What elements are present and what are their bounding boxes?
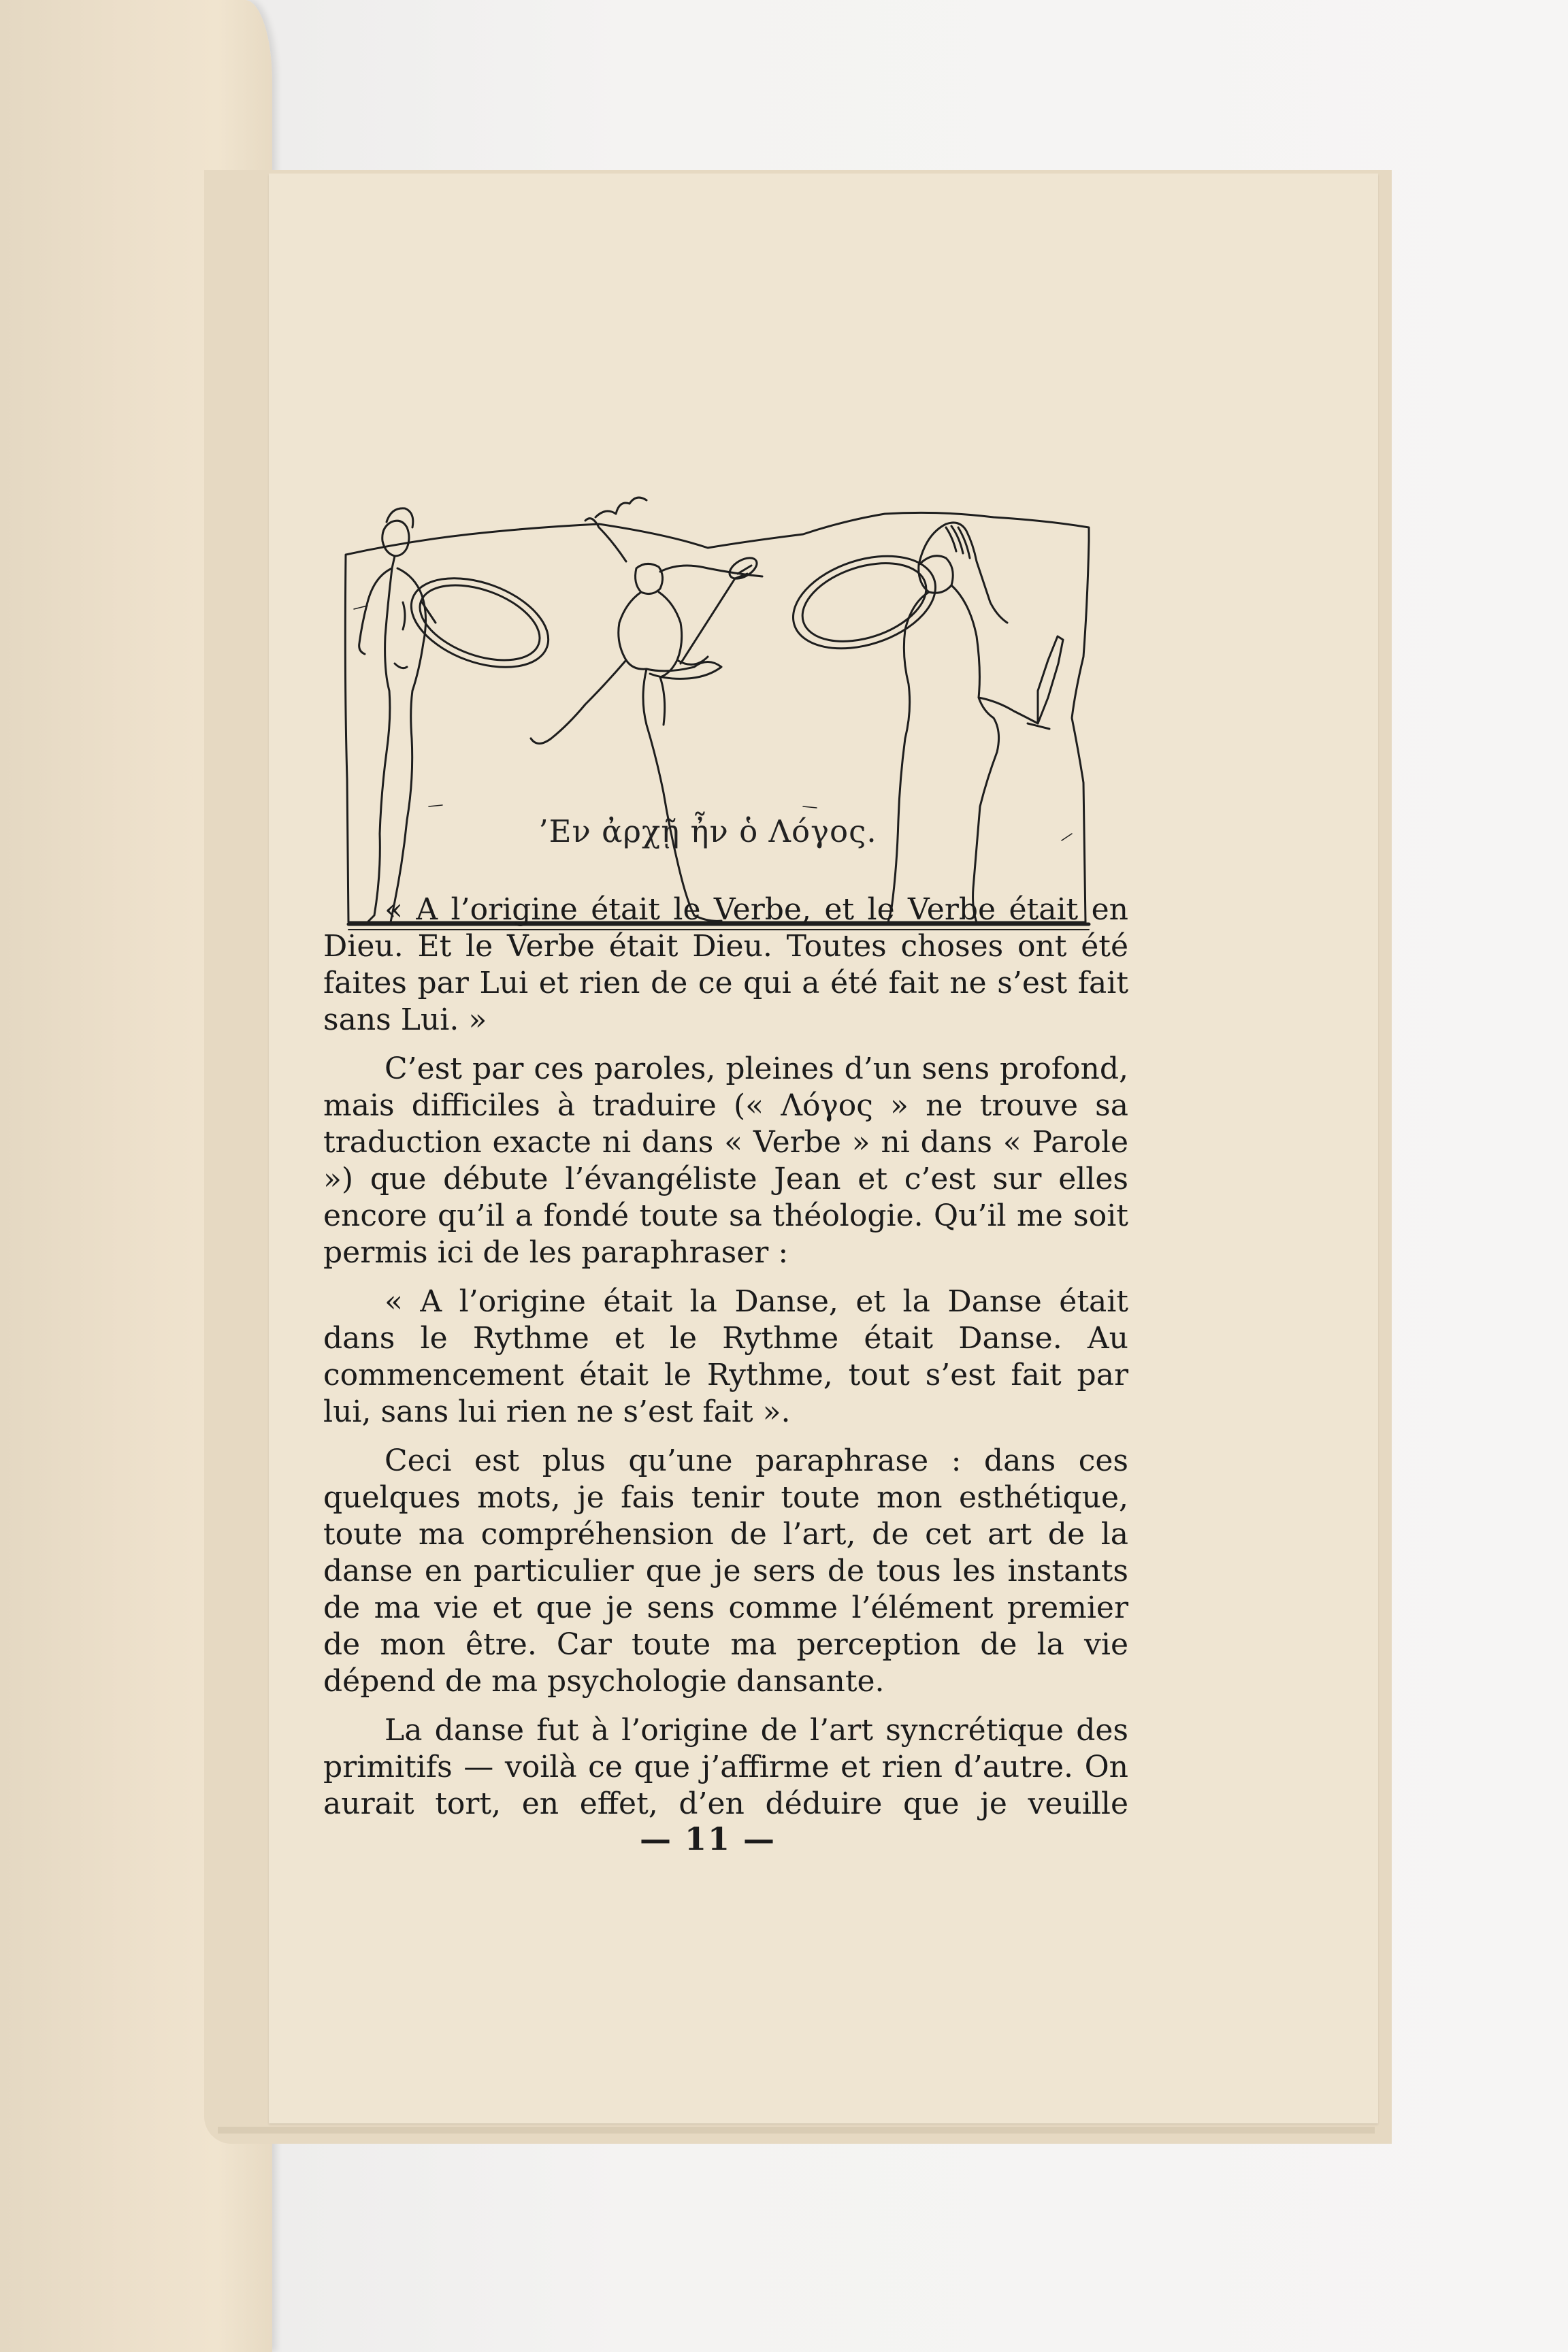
book-page [269,174,1378,2123]
center-dancer [531,497,762,921]
paragraph-1: « A l’origine était le Verbe, et le Verbe était en Dieu. Et le Verbe était Dieu. Toutes choses ont été faites par Lui et rien de ce qui a été fait ne s’est fait sans Lui. » [323,892,1128,1037]
frieze-illustration [327,398,1130,932]
greek-epigraph: ’Εν ἀρχῇ ἦν ὁ Λόγος. [538,813,877,849]
frieze-frame [345,512,1089,922]
paragraph-5: La danse fut à l’origine de l’art syncrétique des primitifs — voilà ce que j’affirme et rien d’autre. On aurait tort, en effet, d’en déduire que je veuille [323,1713,1128,1821]
page-number: — 11 — [639,1820,777,1857]
paragraph-4: Ceci est plus qu’une paraphrase : dans ces quelques mots, je fais tenir toute mon esthétique, toute ma compréhension de l’art, de cet art de la danse en particulier que je sers de tous les instants de ma vie et que je sens comme l’élément premier de mon être. Car toute ma perception de la vie dépend de ma psychologie dansante. [323,1443,1128,1699]
page-edge [218,2127,1375,2134]
paragraph-3: « A l’origine était la Danse, et la Danse était dans le Rythme et le Rythme était Danse. Au commencement était le Rythme, tout s’est fait par lui, sans lui rien ne s’est fait ». [323,1284,1128,1429]
right-warrior [781,523,1063,924]
paragraph-2: C’est par ces paroles, pleines d’un sens profond, mais difficiles à traduire (« Λόγος » ne trouve sa traduction exacte ni dans « Verbe » ni dans « Parole ») que débute l’évangéliste Jean et c’est sur elles encore qu’il a fondé toute sa théologie. Qu’il me soit permis ici de les paraphraser : [323,1051,1128,1270]
body-text [323,892,1128,1835]
left-warrior [359,508,561,924]
